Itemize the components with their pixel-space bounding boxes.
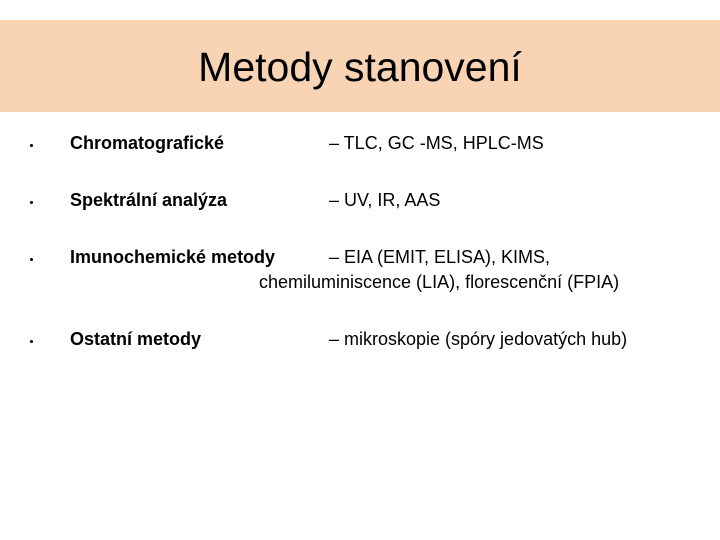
item-description-line2: chemiluminiscence (LIA), florescenční (FPIA)	[259, 272, 620, 292]
item-label: Ostatní metody	[70, 329, 202, 349]
bullet-icon	[30, 144, 33, 147]
item-label: Spektrální analýza	[70, 190, 228, 210]
item-description: – EIA (EMIT, ELISA), KIMS,	[329, 247, 551, 267]
bullet-icon	[30, 258, 33, 261]
item-label: Chromatografické	[70, 133, 225, 153]
item-description: – UV, IR, AAS	[329, 190, 441, 210]
bullet-icon	[30, 340, 33, 343]
item-label: Imunochemické metody	[70, 247, 276, 267]
slide-title: Metody stanovení	[198, 44, 522, 90]
bullet-icon	[30, 201, 33, 204]
item-description: – mikroskopie (spóry jedovatých hub)	[329, 329, 628, 349]
item-description: – TLC, GC -MS, HPLC-MS	[329, 133, 544, 153]
